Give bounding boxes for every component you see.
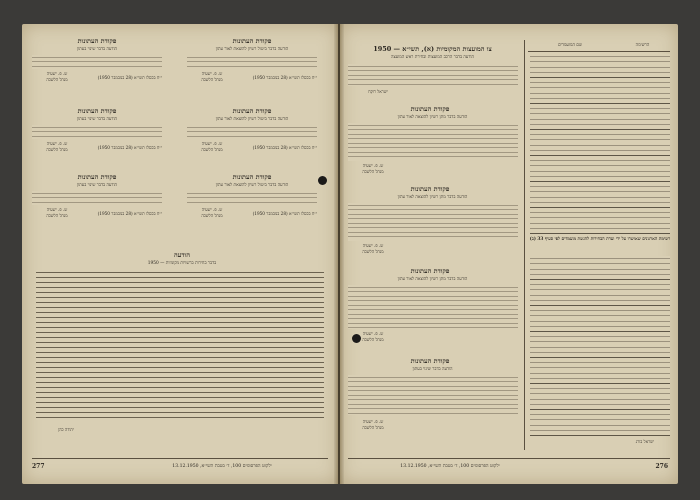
notice-signer: ש. פ. ישעיה (362, 243, 384, 248)
correction-body (36, 270, 324, 420)
notice-date: י״ח בכסלו תשי״א (28 בנובמבר 1950) (97, 145, 162, 150)
notice-signer: ש. פ. ישעיה (201, 71, 223, 76)
page-footer: ילקוט הפרסומים 100, ד׳ בטבת תשי״א, 13.12.1950 (400, 464, 500, 469)
notice-signer: ש. פ. ישעיה (201, 141, 223, 146)
footer-rule (348, 458, 670, 459)
notice-body (187, 55, 317, 69)
side-table-body (530, 54, 670, 234)
notice-title: פקודת העתונות (232, 173, 272, 181)
notice-signer: ש. פ. ישעיה (362, 331, 384, 336)
top-subheading: הודעה בדבר הרכב המועצות ובחירת ראש המועצה (391, 55, 474, 60)
column-divider (524, 40, 525, 450)
page-number: 276 (655, 463, 668, 470)
footer-rule (32, 458, 328, 459)
notice-signer: ש. פ. ישעיה (46, 141, 68, 146)
notice-date: י״ח בכסלו תשי״א (28 בנובמבר 1950) (252, 75, 317, 80)
notice-body (32, 191, 162, 205)
notice-date: י״ח בכסלו תשי״א (28 בנובמבר 1950) (97, 211, 162, 216)
notice-subtitle: הודעה בדבר שינוי בעתון (76, 183, 118, 188)
notice-title: פקודת העתונות (232, 37, 272, 45)
notice-date: י״ח בכסלו תשי״א (28 בנובמבר 1950) (252, 211, 317, 216)
notice-role: מנהל הלשכה (201, 213, 223, 218)
notice-subtitle: הודעה בדבר שינוי בעתון (76, 47, 118, 52)
notice-title: פקודת העתונות (410, 267, 450, 275)
notice-role: מנהל הלשכה (201, 147, 223, 152)
notice-date: י״ח בכסלו תשי״א (28 בנובמבר 1950) (97, 75, 162, 80)
notice-role: מנהל הלשכה (362, 425, 384, 430)
notice-subtitle: הודעה בדבר מתן רשיון להוצאה לאור עתון (397, 277, 468, 282)
page-number: 277 (32, 463, 45, 470)
side-table-rule (528, 51, 670, 52)
correction-title: הודעה (174, 251, 190, 259)
top-body (348, 64, 518, 86)
notice-signer: ש. פ. ישעיה (201, 207, 223, 212)
top-heading: צו המועצות המקומיות (א), תשי״א — 1950 (373, 45, 492, 53)
notice-body (348, 123, 518, 161)
side-table-header-names: שם המועמדים (557, 43, 583, 48)
staple-hole-bottom (352, 334, 361, 343)
staple-hole-top (318, 176, 327, 185)
notice-role: מנהל הלשכה (46, 213, 68, 218)
notice-subtitle: הודעה בדבר מתן רשיון להוצאה לאור עתון (397, 115, 468, 120)
notice-subtitle: הודעה בדבר שינוי בעתון (76, 117, 118, 122)
page-footer: ילקוט הפרסומים 100, ד׳ בטבת תשי״א, 13.12.1950 (172, 464, 272, 469)
notice-title: פקודת העתונות (77, 37, 117, 45)
notice-signer: ש. פ. ישעיה (362, 163, 384, 168)
notice-body (32, 125, 162, 139)
notice-date: י״ח בכסלו תשי״א (28 בנובמבר 1950) (252, 145, 317, 150)
notice-signer: ש. פ. ישעיה (46, 71, 68, 76)
notice-title: פקודת העתונות (410, 105, 450, 113)
notice-subtitle: הודעה בדבר מתן רשיון להוצאה לאור עתון (397, 195, 468, 200)
notice-signer: ש. פ. ישעיה (46, 207, 68, 212)
binding-gutter (334, 24, 344, 484)
notice-body (187, 191, 317, 205)
notice-body (187, 125, 317, 139)
notice-body (348, 285, 518, 329)
notice-title: פקודת העתונות (232, 107, 272, 115)
correction-signer: יהודה כהן (58, 427, 74, 432)
side-list-body (530, 256, 670, 436)
correction-subtitle: בדבר בחירות ברשויות מקומיות — 1950 (147, 261, 217, 266)
side-heading: רשימת הארגונים שאושרו על ידי ועדת הבחירות להגשת מועמדים לפי סעיף 33 (ב) (529, 237, 671, 242)
notice-role: מנהל הלשכה (46, 77, 68, 82)
notice-role: מנהל הלשכה (201, 77, 223, 82)
notice-role: מנהל הלשכה (362, 337, 384, 342)
notice-title: פקודת העתונות (77, 173, 117, 181)
notice-body (348, 203, 518, 241)
notice-signer: ש. פ. ישעיה (362, 419, 384, 424)
top-signer: ישראל רוקח (368, 89, 388, 94)
notice-title: פקודת העתונות (77, 107, 117, 115)
right-page (340, 24, 678, 484)
notice-subtitle: הודעה בדבר שינוי בעתון (412, 367, 453, 372)
side-footer-signer: ישראל בורג (635, 439, 655, 444)
notice-title: פקודת העתונות (410, 357, 450, 365)
notice-role: מנהל הלשכה (362, 169, 384, 174)
notice-subtitle: הודעה בדבר ביטול רשיון להוצאת לאור עתון (215, 117, 289, 122)
side-table-header-list: הרשימה (635, 43, 650, 48)
notice-body (32, 55, 162, 69)
notice-role: מנהל הלשכה (46, 147, 68, 152)
notice-role: מנהל הלשכה (362, 249, 384, 254)
notice-title: פקודת העתונות (410, 185, 450, 193)
left-page (22, 24, 338, 484)
notice-subtitle: הודעה בדבר ביטול רשיון להוצאת לאור עתון (215, 47, 289, 52)
notice-subtitle: הודעה בדבר ביטול רשיון להוצאת לאור עתון (215, 183, 289, 188)
notice-body (348, 375, 518, 415)
